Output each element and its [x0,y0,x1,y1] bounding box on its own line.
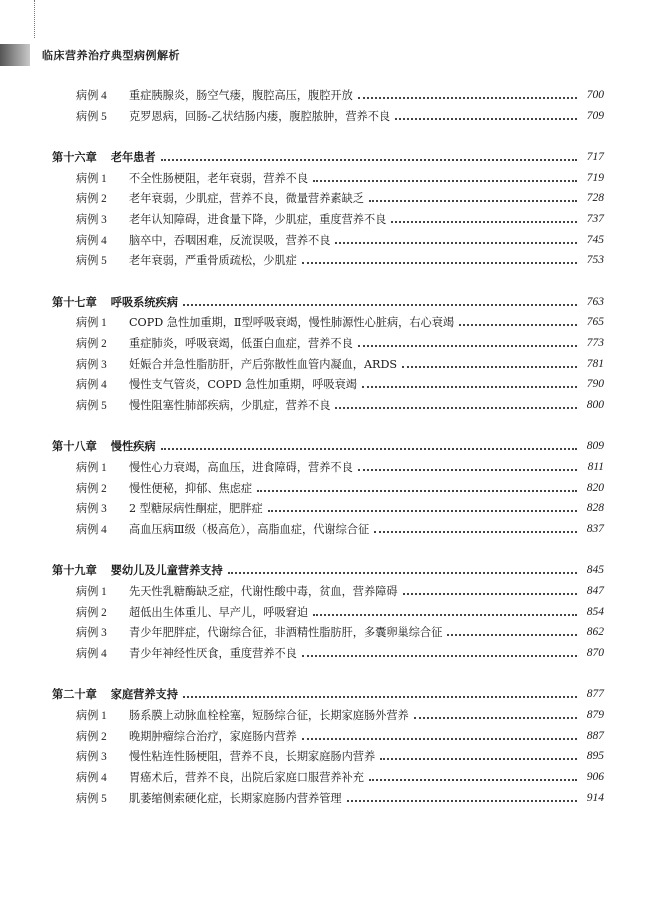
page-number: 737 [586,213,604,225]
case-number: 病例 2 [76,606,107,619]
page-number: 845 [586,564,604,577]
case-number: 病例 1 [76,586,107,598]
toc-case-entry[interactable] [76,230,604,250]
case-number: 病例 1 [76,172,107,185]
dot-leader [347,800,577,802]
case-title: 慢性支气管炎，COPD 急性加重期，呼吸衰竭 [129,378,357,392]
case-number: 病例 4 [76,234,107,247]
dot-leader [374,531,577,533]
chapter-number: 第十九章 [52,563,97,578]
dot-leader [313,614,577,616]
toc-case-entry[interactable] [76,188,604,208]
dot-leader [183,696,577,698]
toc-case-entry[interactable] [76,498,604,518]
case-title: 慢性心力衰竭，高血压，进食障碍，营养不良 [129,461,353,474]
case-number: 病例 5 [76,400,107,413]
toc-case-entry[interactable] [76,106,604,126]
chapter-title: 老年患者 [110,149,156,164]
chapter-title: 慢性疾病 [110,439,156,454]
toc-case-entry[interactable] [76,312,604,332]
toc-case-entry[interactable] [76,519,604,539]
dot-leader [403,593,577,595]
case-title: 先天性乳糖酶缺乏症，代谢性酸中毒，贫血，营养障碍 [129,585,398,598]
page-number: 763 [586,295,604,308]
dot-leader [302,262,577,264]
page-number: 728 [586,192,604,205]
case-number: 病例 4 [76,772,107,785]
page-number: 717 [586,150,604,163]
toc-case-entry[interactable] [76,354,604,374]
dot-leader [395,118,577,120]
case-number: 病例 5 [76,792,107,805]
case-title: 不全性肠梗阻，老年衰弱，营养不良 [129,171,309,185]
page-number: 790 [586,378,604,391]
case-number: 病例 4 [76,524,107,537]
dot-leader [358,345,577,347]
page-number: 719 [586,171,604,184]
chapter-title: 家庭营养支持 [110,687,178,702]
toc-case-entry[interactable] [76,209,604,229]
toc-chapter-entry[interactable] [52,436,604,456]
case-number: 病例 2 [76,482,107,495]
page-number: 811 [587,461,604,473]
case-title: 晚期肿瘤综合治疗，家庭肠内营养 [129,729,297,743]
toc-case-entry[interactable] [76,622,604,642]
margin-dotted-line [34,0,36,38]
case-title: 克罗恩病，回肠-乙状结肠内瘘，腹腔脓肿，营养不良 [129,109,391,123]
toc-case-entry[interactable] [76,643,604,663]
page-number: 847 [586,585,604,597]
chapter-number: 第十七章 [52,294,97,309]
toc-chapter-entry[interactable] [52,292,604,312]
dot-leader [302,655,577,657]
case-number: 病例 1 [76,317,107,330]
page-number: 895 [586,750,604,763]
dot-leader [414,717,577,719]
case-title: 2 型糖尿病性酮症，肥胖症 [129,502,263,516]
dot-leader [447,634,577,636]
dot-leader [362,386,577,388]
case-title: 重症肺炎，呼吸衰竭，低蛋白血症，营养不良 [129,337,353,350]
case-number: 病例 5 [76,110,107,123]
page-number: 800 [586,399,604,412]
toc-case-entry[interactable] [76,333,604,353]
toc-case-entry[interactable] [76,726,604,746]
dot-leader [313,180,577,182]
toc-case-entry[interactable] [76,374,604,394]
case-title: 老年衰弱，少肌症，营养不良，微量营养素缺乏 [129,192,364,206]
page-number: 809 [586,440,604,453]
dot-leader [358,469,577,471]
toc-case-entry[interactable] [76,457,604,477]
case-title: 慢性粘连性肠梗阻，营养不良，长期家庭肠内营养 [129,750,376,764]
toc-case-entry[interactable] [76,85,604,105]
case-number: 病例 2 [76,730,107,743]
page-number: 887 [586,729,604,742]
dot-leader [161,448,577,450]
case-title: 青少年肥胖症，代谢综合征，非酒精性脂肪肝，多囊卵巢综合征 [129,626,443,640]
case-title: 慢性便秘，抑郁、焦虑症 [129,481,253,495]
case-title: 妊娠合并急性脂肪肝，产后弥散性血管内凝血，ARDS [129,357,398,371]
case-number: 病例 4 [76,90,107,102]
toc-case-entry[interactable] [76,746,604,766]
running-header: 临床营养治疗典型病例解析 [42,49,180,62]
page-number: 820 [586,481,604,494]
toc-case-entry[interactable] [76,168,604,188]
case-number: 病例 4 [76,379,107,392]
dot-leader [369,200,577,202]
dot-leader [402,366,577,368]
dot-leader [391,221,577,223]
case-title: 青少年神经性厌食，重度营养不良 [129,647,297,661]
dot-leader [228,572,577,574]
toc-case-entry[interactable] [76,705,604,725]
page-number: 828 [586,502,604,515]
dot-leader [257,490,577,492]
page-number: 765 [586,316,604,329]
case-number: 病例 3 [76,214,107,226]
page-number: 914 [586,791,604,804]
page-number: 773 [586,337,604,349]
page-number: 870 [586,647,604,660]
toc-chapter-entry[interactable] [52,560,604,580]
page-number: 854 [586,605,604,618]
page-number: 781 [586,357,604,370]
page-number: 877 [586,688,604,701]
toc-case-entry[interactable] [76,602,604,622]
page-number: 709 [586,109,604,122]
dot-leader [268,510,577,512]
case-number: 病例 2 [76,193,107,206]
toc-case-entry[interactable] [76,788,604,808]
dot-leader [335,407,577,409]
case-number: 病例 4 [76,648,107,661]
case-title: 高血压病Ⅲ级（极高危），高脂血症，代谢综合征 [129,523,370,537]
toc-case-entry[interactable] [76,767,604,787]
case-number: 病例 1 [76,710,107,722]
toc-case-entry[interactable] [76,250,604,270]
case-title: 肠系膜上动脉血栓栓塞，短肠综合征，长期家庭肠外营养 [129,709,409,722]
case-number: 病例 3 [76,358,107,371]
chapter-title: 婴幼儿及儿童营养支持 [110,563,223,578]
case-number: 病例 1 [76,462,107,474]
case-number: 病例 3 [76,751,107,764]
toc-case-entry[interactable] [76,581,604,601]
chapter-title: 呼吸系统疾病 [110,294,178,309]
case-number: 病例 3 [76,503,107,516]
case-title: COPD 急性加重期，Ⅱ型呼吸衰竭，慢性肺源性心脏病，右心衰竭 [129,316,455,330]
header-gradient-bar [0,44,30,66]
page-number: 837 [586,523,604,536]
toc-case-entry[interactable] [76,395,604,415]
dot-leader [335,242,577,244]
page-number: 700 [586,89,604,101]
dot-leader [459,324,577,326]
case-title: 重症胰腺炎，肠空气瘘，腹腔高压，腹腔开放 [129,89,353,102]
case-title: 超低出生体重儿、早产儿，呼吸窘迫 [129,605,309,619]
page-number: 862 [586,626,604,639]
toc-case-entry[interactable] [76,478,604,498]
toc-chapter-entry[interactable] [52,684,604,704]
page-number: 879 [586,709,604,721]
dot-leader [358,97,577,99]
chapter-number: 第十八章 [52,439,97,454]
page-number: 753 [586,254,604,267]
chapter-number: 第二十章 [52,687,97,702]
case-title: 脑卒中，吞咽困难，反流误吸，营养不良 [129,233,331,247]
dot-leader [161,159,577,161]
toc-chapter-entry[interactable] [52,147,604,167]
case-title: 老年认知障碍，进食量下降，少肌症，重度营养不良 [129,213,387,226]
case-title: 肌萎缩侧索硬化症，长期家庭肠内营养管理 [129,791,342,805]
case-number: 病例 3 [76,627,107,640]
case-number: 病例 2 [76,338,107,350]
dot-leader [380,758,577,760]
page-number: 745 [586,233,604,246]
case-title: 老年衰弱，严重骨质疏松，少肌症 [129,254,297,268]
case-number: 病例 5 [76,255,107,268]
dot-leader [302,738,577,740]
chapter-number: 第十六章 [52,149,97,164]
page-number: 906 [586,771,604,784]
case-title: 慢性阻塞性肺部疾病，少肌症，营养不良 [129,399,331,413]
case-title: 胃癌术后，营养不良，出院后家庭口服营养补充 [129,771,364,785]
dot-leader [369,779,577,781]
dot-leader [183,304,577,306]
